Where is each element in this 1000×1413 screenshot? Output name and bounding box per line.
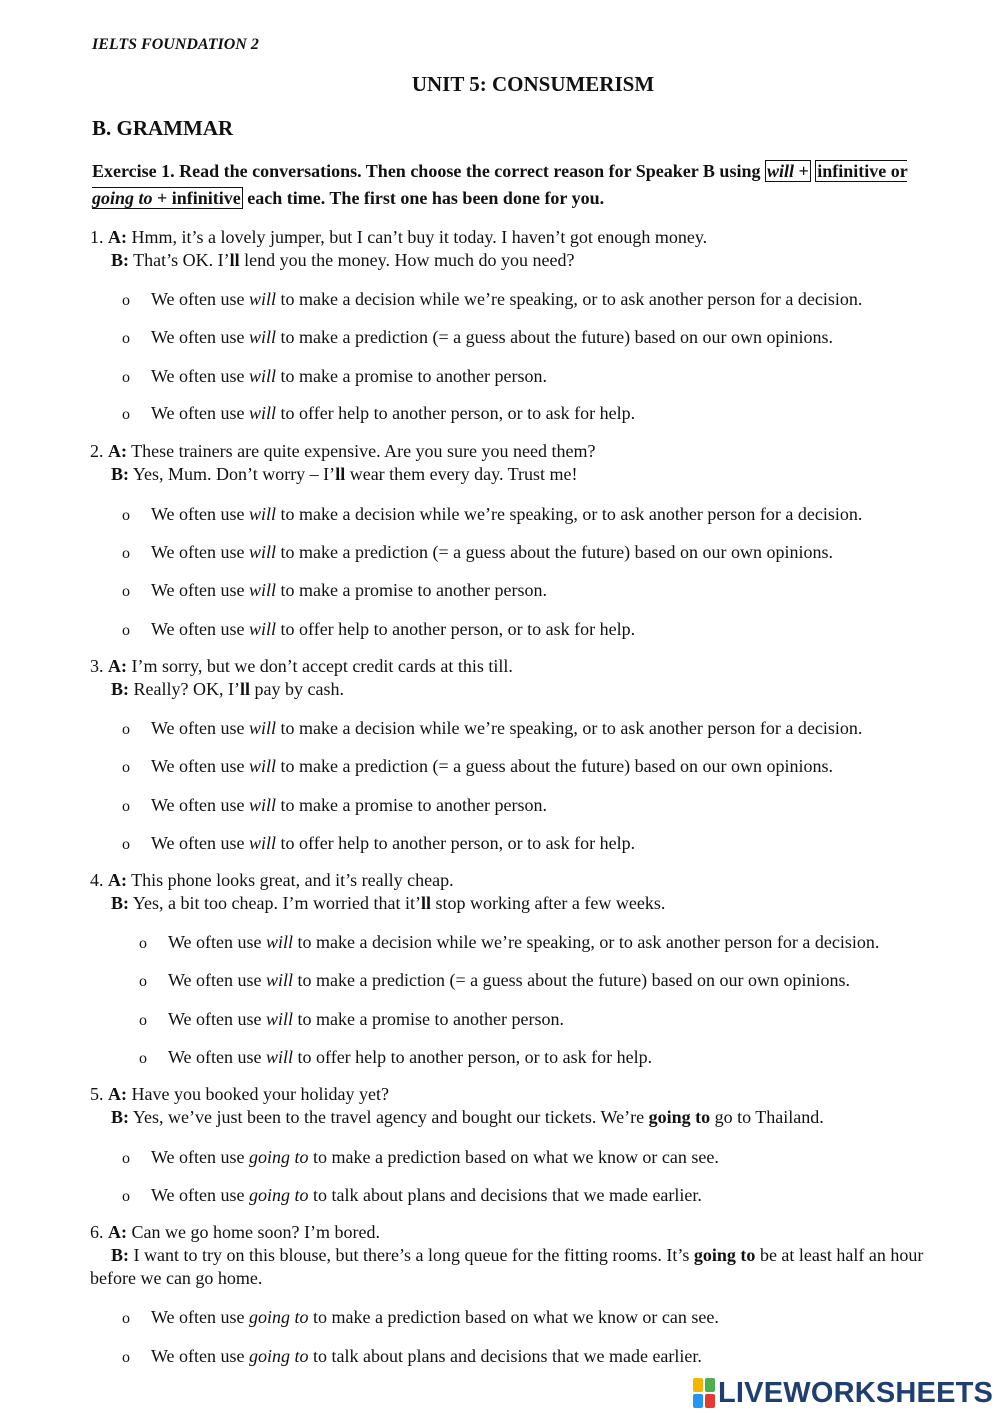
highlight-box-will: will + bbox=[766, 161, 809, 181]
radio-circle-icon[interactable]: o bbox=[122, 1310, 130, 1327]
answer-option[interactable] bbox=[122, 325, 833, 349]
speaker-b-label: B: bbox=[111, 1245, 129, 1265]
radio-circle-icon[interactable]: o bbox=[122, 1188, 130, 1205]
speaker-b-text-end: go to Thailand. bbox=[710, 1107, 824, 1127]
option-keyword: will bbox=[249, 833, 277, 853]
option-text: We often use bbox=[151, 718, 250, 738]
answer-option[interactable] bbox=[139, 1045, 652, 1069]
option-text-end: to offer help to another person, or to ask for help. bbox=[276, 403, 636, 423]
question-number: 2. bbox=[90, 441, 104, 461]
speaker-a-text: Have you booked your holiday yet? bbox=[127, 1084, 389, 1104]
question-number: 3. bbox=[90, 656, 104, 676]
speaker-a-text: This phone looks great, and it’s really cheap. bbox=[127, 870, 454, 890]
option-text: We often use bbox=[151, 403, 250, 423]
question-4 bbox=[90, 869, 970, 915]
option-keyword: will bbox=[249, 756, 277, 776]
option-text: We often use bbox=[151, 289, 250, 309]
answer-option[interactable] bbox=[122, 364, 547, 388]
speaker-b-emphasis: going to bbox=[693, 1245, 756, 1265]
speaker-b-label: B: bbox=[111, 1107, 129, 1127]
radio-circle-icon[interactable]: o bbox=[122, 1150, 130, 1167]
option-keyword: will bbox=[249, 504, 277, 524]
option-keyword: will bbox=[249, 619, 277, 639]
answer-option[interactable] bbox=[122, 401, 635, 425]
speaker-b-text-end: stop working after a few weeks. bbox=[430, 893, 666, 913]
speaker-a-label: A: bbox=[108, 1222, 127, 1242]
answer-option[interactable] bbox=[122, 716, 862, 740]
radio-circle-icon[interactable]: o bbox=[139, 1012, 147, 1029]
speaker-a-line bbox=[90, 655, 970, 678]
speaker-b-emphasis: going to bbox=[648, 1107, 711, 1127]
option-text-end: to talk about plans and decisions that we made earlier. bbox=[308, 1346, 702, 1366]
speaker-a-label: A: bbox=[108, 227, 127, 247]
option-text: We often use bbox=[151, 327, 250, 347]
option-text: We often use bbox=[168, 970, 267, 990]
speaker-b-emphasis: ll bbox=[335, 464, 346, 484]
option-keyword: will bbox=[249, 542, 277, 562]
option-text-end: to make a prediction (= a guess about the future) based on our own opinions. bbox=[276, 756, 834, 776]
option-text: We often use bbox=[168, 1047, 267, 1067]
option-text: We often use bbox=[168, 932, 267, 952]
radio-circle-icon[interactable]: o bbox=[139, 973, 147, 990]
speaker-b-text: Really? OK, I’ bbox=[129, 679, 240, 699]
option-keyword: will bbox=[266, 932, 294, 952]
speaker-b-text: Yes, we’ve just been to the travel agency and bought our tickets. We’re bbox=[129, 1107, 649, 1127]
option-text-end: to talk about plans and decisions that we made earlier. bbox=[308, 1185, 702, 1205]
speaker-b-label: B: bbox=[111, 250, 129, 270]
answer-option[interactable] bbox=[139, 1007, 564, 1031]
answer-option[interactable] bbox=[122, 831, 635, 855]
speaker-b-text: I want to try on this blouse, but there’s a long queue for the fitting rooms. It’s bbox=[129, 1245, 694, 1265]
option-keyword: will bbox=[266, 970, 294, 990]
option-text-end: to make a promise to another person. bbox=[293, 1009, 564, 1029]
answer-option[interactable] bbox=[122, 502, 862, 526]
question-number: 4. bbox=[90, 870, 104, 890]
option-text: We often use bbox=[151, 833, 250, 853]
option-keyword: will bbox=[249, 795, 277, 815]
answer-option[interactable] bbox=[122, 1183, 702, 1207]
liveworksheets-logo-icon bbox=[693, 1378, 715, 1408]
radio-circle-icon[interactable]: o bbox=[122, 406, 130, 423]
option-text: We often use bbox=[151, 1346, 250, 1366]
speaker-b-text: Yes, a bit too cheap. I’m worried that it’ bbox=[129, 893, 421, 913]
speaker-a-line bbox=[90, 440, 970, 463]
option-text-end: to offer help to another person, or to ask for help. bbox=[276, 619, 636, 639]
radio-circle-icon[interactable]: o bbox=[122, 545, 130, 562]
option-text: We often use bbox=[151, 756, 250, 776]
answer-option[interactable] bbox=[122, 540, 833, 564]
option-keyword: going to bbox=[249, 1346, 309, 1366]
radio-circle-icon[interactable]: o bbox=[122, 292, 130, 309]
speaker-a-line bbox=[90, 226, 970, 249]
question-3 bbox=[90, 655, 970, 701]
option-text: We often use bbox=[168, 1009, 267, 1029]
question-1 bbox=[90, 226, 970, 272]
radio-circle-icon[interactable]: o bbox=[122, 330, 130, 347]
radio-circle-icon[interactable]: o bbox=[122, 622, 130, 639]
option-text-end: to make a prediction based on what we know or can see. bbox=[308, 1307, 719, 1327]
answer-option[interactable] bbox=[122, 793, 547, 817]
speaker-b-line bbox=[90, 1244, 970, 1290]
radio-circle-icon[interactable]: o bbox=[122, 759, 130, 776]
option-keyword: going to bbox=[249, 1147, 309, 1167]
logo-text: LIVEWORKSHEETS bbox=[718, 1376, 994, 1409]
speaker-b-label: B: bbox=[111, 893, 129, 913]
option-keyword: will bbox=[266, 1047, 294, 1067]
option-text: We often use bbox=[151, 1185, 250, 1205]
speaker-a-line bbox=[90, 869, 970, 892]
option-text-end: to make a prediction (= a guess about the future) based on our own opinions. bbox=[293, 970, 851, 990]
speaker-b-text: That’s OK. I’ bbox=[129, 250, 230, 270]
speaker-b-text-end: pay by cash. bbox=[249, 679, 344, 699]
speaker-b-line bbox=[90, 892, 970, 915]
radio-circle-icon[interactable]: o bbox=[122, 583, 130, 600]
answer-option[interactable] bbox=[122, 617, 635, 641]
option-text: We often use bbox=[151, 1147, 250, 1167]
speaker-b-text: Yes, Mum. Don’t worry – I’ bbox=[129, 464, 336, 484]
option-text: We often use bbox=[151, 795, 250, 815]
option-keyword: going to bbox=[249, 1185, 309, 1205]
option-text-end: to make a prediction based on what we know or can see. bbox=[308, 1147, 719, 1167]
answer-option[interactable] bbox=[139, 968, 850, 992]
question-number: 1. bbox=[90, 227, 104, 247]
speaker-b-text-end: be at least half an hour before we can go home. bbox=[90, 1245, 924, 1288]
section-heading: B. GRAMMAR bbox=[92, 116, 234, 140]
option-text-end: to make a decision while we’re speaking, or to ask another person for a decision. bbox=[276, 289, 863, 309]
speaker-a-text: These trainers are quite expensive. Are you sure you need them? bbox=[127, 441, 596, 461]
speaker-a-line bbox=[90, 1083, 970, 1106]
liveworksheets-logo bbox=[693, 1376, 993, 1410]
speaker-a-text: I’m sorry, but we don’t accept credit cards at this till. bbox=[127, 656, 513, 676]
option-keyword: will bbox=[249, 718, 277, 738]
option-text-end: to make a decision while we’re speaking, or to ask another person for a decision. bbox=[276, 504, 863, 524]
answer-option[interactable] bbox=[122, 287, 862, 311]
answer-option[interactable] bbox=[122, 578, 547, 602]
radio-circle-icon[interactable]: o bbox=[122, 1349, 130, 1366]
option-text: We often use bbox=[151, 366, 250, 386]
option-text-end: to make a promise to another person. bbox=[276, 795, 547, 815]
speaker-b-text-end: lend you the money. How much do you need? bbox=[239, 250, 575, 270]
option-text-end: to offer help to another person, or to ask for help. bbox=[276, 833, 636, 853]
option-keyword: will bbox=[249, 289, 277, 309]
option-text: We often use bbox=[151, 504, 250, 524]
radio-circle-icon[interactable]: o bbox=[122, 798, 130, 815]
highlight-box-going-to: infinitive or going to + infinitive bbox=[92, 161, 908, 208]
question-5 bbox=[90, 1083, 970, 1129]
answer-option[interactable] bbox=[122, 754, 833, 778]
speaker-a-label: A: bbox=[108, 1084, 127, 1104]
radio-circle-icon[interactable]: o bbox=[139, 1050, 147, 1067]
answer-option[interactable] bbox=[122, 1145, 719, 1169]
answer-option[interactable] bbox=[139, 930, 879, 954]
option-keyword: will bbox=[249, 580, 277, 600]
speaker-a-line bbox=[90, 1221, 970, 1244]
option-text-end: to make a decision while we’re speaking, or to ask another person for a decision. bbox=[276, 718, 863, 738]
speaker-b-emphasis: ll bbox=[239, 679, 250, 699]
speaker-a-label: A: bbox=[108, 870, 127, 890]
radio-circle-icon[interactable]: o bbox=[122, 507, 130, 524]
option-text: We often use bbox=[151, 580, 250, 600]
speaker-b-label: B: bbox=[111, 679, 129, 699]
option-keyword: will bbox=[249, 366, 277, 386]
speaker-b-emphasis: ll bbox=[229, 250, 240, 270]
option-text-end: to make a prediction (= a guess about the future) based on our own opinions. bbox=[276, 542, 834, 562]
radio-circle-icon[interactable]: o bbox=[122, 721, 130, 738]
option-text: We often use bbox=[151, 1307, 250, 1327]
speaker-b-line bbox=[90, 678, 970, 701]
speaker-b-line bbox=[90, 1106, 970, 1129]
speaker-a-text: Hmm, it’s a lovely jumper, but I can’t buy it today. I haven’t got enough money. bbox=[127, 227, 708, 247]
speaker-b-line bbox=[90, 463, 970, 486]
option-text-end: to offer help to another person, or to ask for help. bbox=[293, 1047, 653, 1067]
unit-title: UNIT 5: CONSUMERISM bbox=[411, 72, 655, 96]
speaker-b-text-end: wear them every day. Trust me! bbox=[345, 464, 578, 484]
option-text-end: to make a prediction (= a guess about the future) based on our own opinions. bbox=[276, 327, 834, 347]
option-keyword: will bbox=[266, 1009, 294, 1029]
speaker-a-label: A: bbox=[108, 441, 127, 461]
radio-circle-icon[interactable]: o bbox=[122, 369, 130, 386]
speaker-b-emphasis: ll bbox=[420, 893, 431, 913]
option-keyword: going to bbox=[249, 1307, 309, 1327]
radio-circle-icon[interactable]: o bbox=[122, 836, 130, 853]
option-text: We often use bbox=[151, 619, 250, 639]
answer-option[interactable] bbox=[122, 1344, 702, 1368]
option-keyword: will bbox=[249, 327, 277, 347]
question-number: 5. bbox=[90, 1084, 104, 1104]
speaker-a-text: Can we go home soon? I’m bored. bbox=[127, 1222, 380, 1242]
exercise-instructions: Exercise 1. Read the conversations. Then choose the correct reason for Speaker B using will + infinitive or going to + infinitive each time. The first one has been done for you. bbox=[92, 161, 908, 208]
question-6 bbox=[90, 1221, 970, 1290]
speaker-a-label: A: bbox=[108, 656, 127, 676]
question-2 bbox=[90, 440, 970, 486]
option-text-end: to make a promise to another person. bbox=[276, 580, 547, 600]
radio-circle-icon[interactable]: o bbox=[139, 935, 147, 952]
question-number: 6. bbox=[90, 1222, 104, 1242]
option-text-end: to make a promise to another person. bbox=[276, 366, 547, 386]
option-text-end: to make a decision while we’re speaking, or to ask another person for a decision. bbox=[293, 932, 880, 952]
speaker-b-line bbox=[90, 249, 970, 272]
option-text: We often use bbox=[151, 542, 250, 562]
answer-option[interactable] bbox=[122, 1305, 719, 1329]
course-title: IELTS FOUNDATION 2 bbox=[92, 36, 259, 53]
speaker-b-label: B: bbox=[111, 464, 129, 484]
option-keyword: will bbox=[249, 403, 277, 423]
